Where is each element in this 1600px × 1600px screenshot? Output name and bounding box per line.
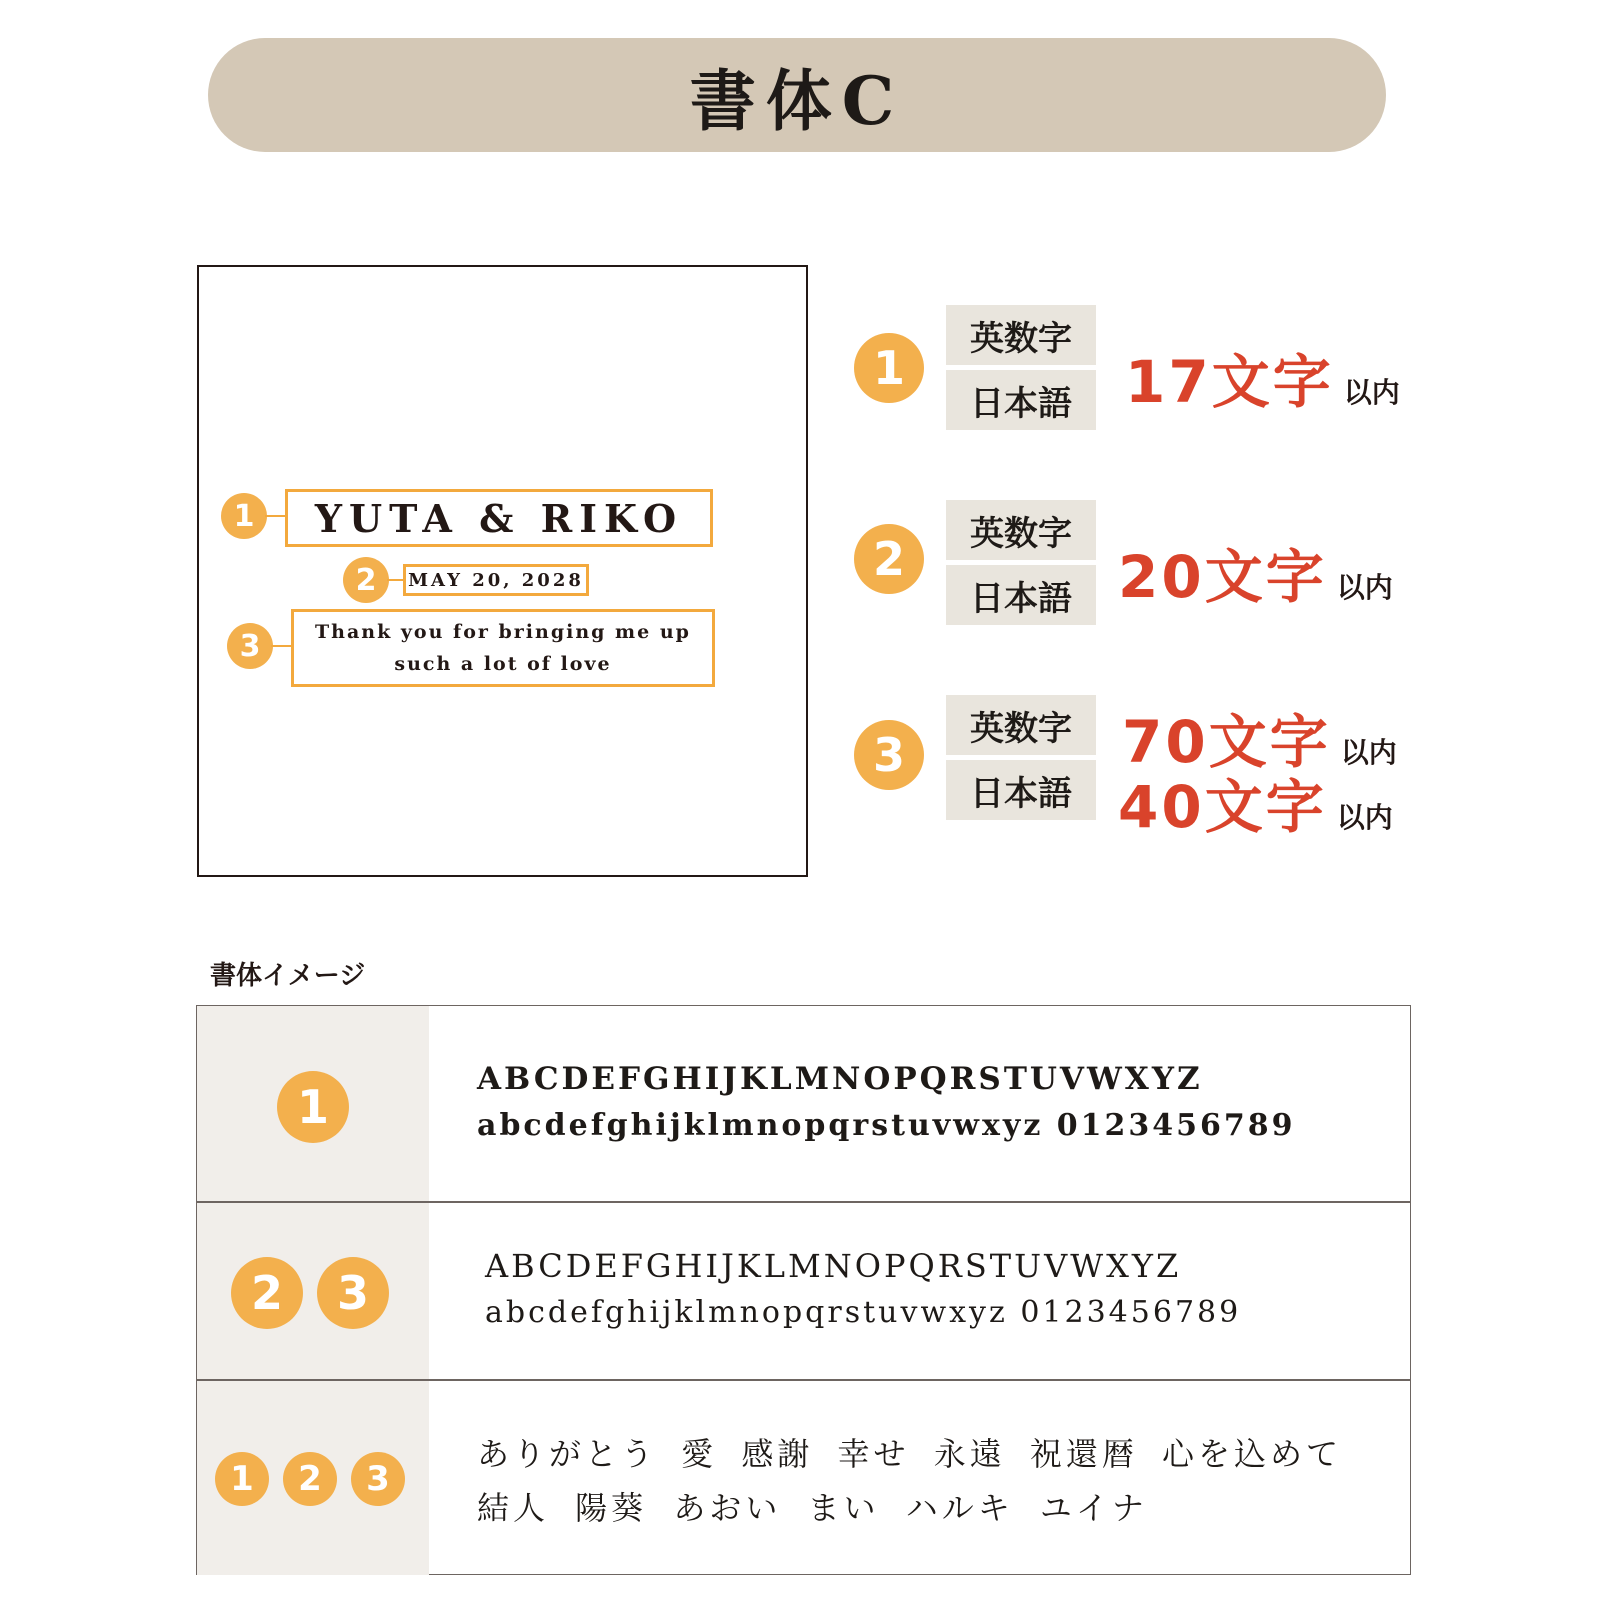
preview-line-3: Thank you for bringing me up such a lot of love — [291, 609, 715, 687]
limit-2 — [1118, 530, 1393, 614]
sample-row-3 — [197, 1381, 1410, 1575]
connector-1 — [265, 515, 285, 517]
limit-2-suffix: 以内 — [1336, 571, 1393, 604]
limit-3-alnum-count: 70文字 — [1122, 708, 1331, 776]
sample-row-1 — [197, 1006, 1410, 1201]
tag-ja-2: 日本語 — [946, 565, 1096, 625]
tag-ja-1: 日本語 — [946, 370, 1096, 430]
sample-row-3-badges — [197, 1381, 429, 1575]
limit-badge-1-icon: 1 — [854, 333, 924, 403]
sample-badge-3b-icon: 3 — [351, 1452, 405, 1506]
sample-row-3-line-2: 結人 陽葵 あおい まい ハルキ ユイナ — [477, 1489, 1148, 1527]
tag-alnum-2: 英数字 — [946, 500, 1096, 560]
limit-1-suffix: 以内 — [1343, 376, 1400, 409]
limit-3-alnum-suffix: 以内 — [1340, 736, 1397, 769]
sample-badge-1-icon: 1 — [277, 1071, 349, 1143]
sample-row-2-badges — [197, 1203, 429, 1379]
sample-row-1-badges — [197, 1006, 429, 1201]
tag-ja-3: 日本語 — [946, 760, 1096, 820]
sample-badge-2b-icon: 2 — [283, 1452, 337, 1506]
limit-3-ja — [1118, 760, 1393, 844]
limit-3-ja-count: 40文字 — [1118, 773, 1327, 841]
limit-1 — [1125, 335, 1400, 419]
preview-line-2: MAY 20, 2028 — [403, 564, 589, 596]
sample-row-2-lower: abcdefghijklmnopqrstuvwxyz 0123456789 — [485, 1295, 1242, 1330]
preview-card — [197, 265, 808, 877]
badge-3-icon: 3 — [227, 623, 273, 669]
sample-row-1-upper: ABCDEFGHIJKLMNOPQRSTUVWXYZ — [477, 1061, 1203, 1097]
connector-3 — [271, 645, 291, 647]
page-title: 書体C — [689, 61, 905, 140]
badge-1-icon: 1 — [221, 493, 267, 539]
tag-alnum-3: 英数字 — [946, 695, 1096, 755]
limit-badge-3-icon: 3 — [854, 720, 924, 790]
sample-row-2-upper: ABCDEFGHIJKLMNOPQRSTUVWXYZ — [485, 1247, 1182, 1285]
font-sample-table — [196, 1005, 1411, 1575]
limit-1-count: 17文字 — [1125, 348, 1334, 416]
badge-2-icon: 2 — [343, 557, 389, 603]
sample-badge-3-icon: 3 — [317, 1257, 389, 1329]
tag-alnum-1: 英数字 — [946, 305, 1096, 365]
limit-3-ja-suffix: 以内 — [1336, 801, 1393, 834]
limit-badge-2-icon: 2 — [854, 524, 924, 594]
sample-row-2 — [197, 1203, 1410, 1379]
sample-row-1-lower: abcdefghijklmnopqrstuvwxyz 0123456789 — [477, 1108, 1296, 1143]
sample-row-3-line-1: ありがとう 愛 感謝 幸せ 永遠 祝還暦 心を込めて — [477, 1435, 1343, 1473]
sample-badge-2-icon: 2 — [231, 1257, 303, 1329]
limit-2-count: 20文字 — [1118, 543, 1327, 611]
preview-line-1: YUTA & RIKO — [285, 489, 713, 547]
sample-badge-1b-icon: 1 — [215, 1452, 269, 1506]
connector-2 — [387, 579, 403, 581]
title-banner — [208, 38, 1386, 152]
sample-section-label: 書体イメージ — [210, 961, 366, 991]
